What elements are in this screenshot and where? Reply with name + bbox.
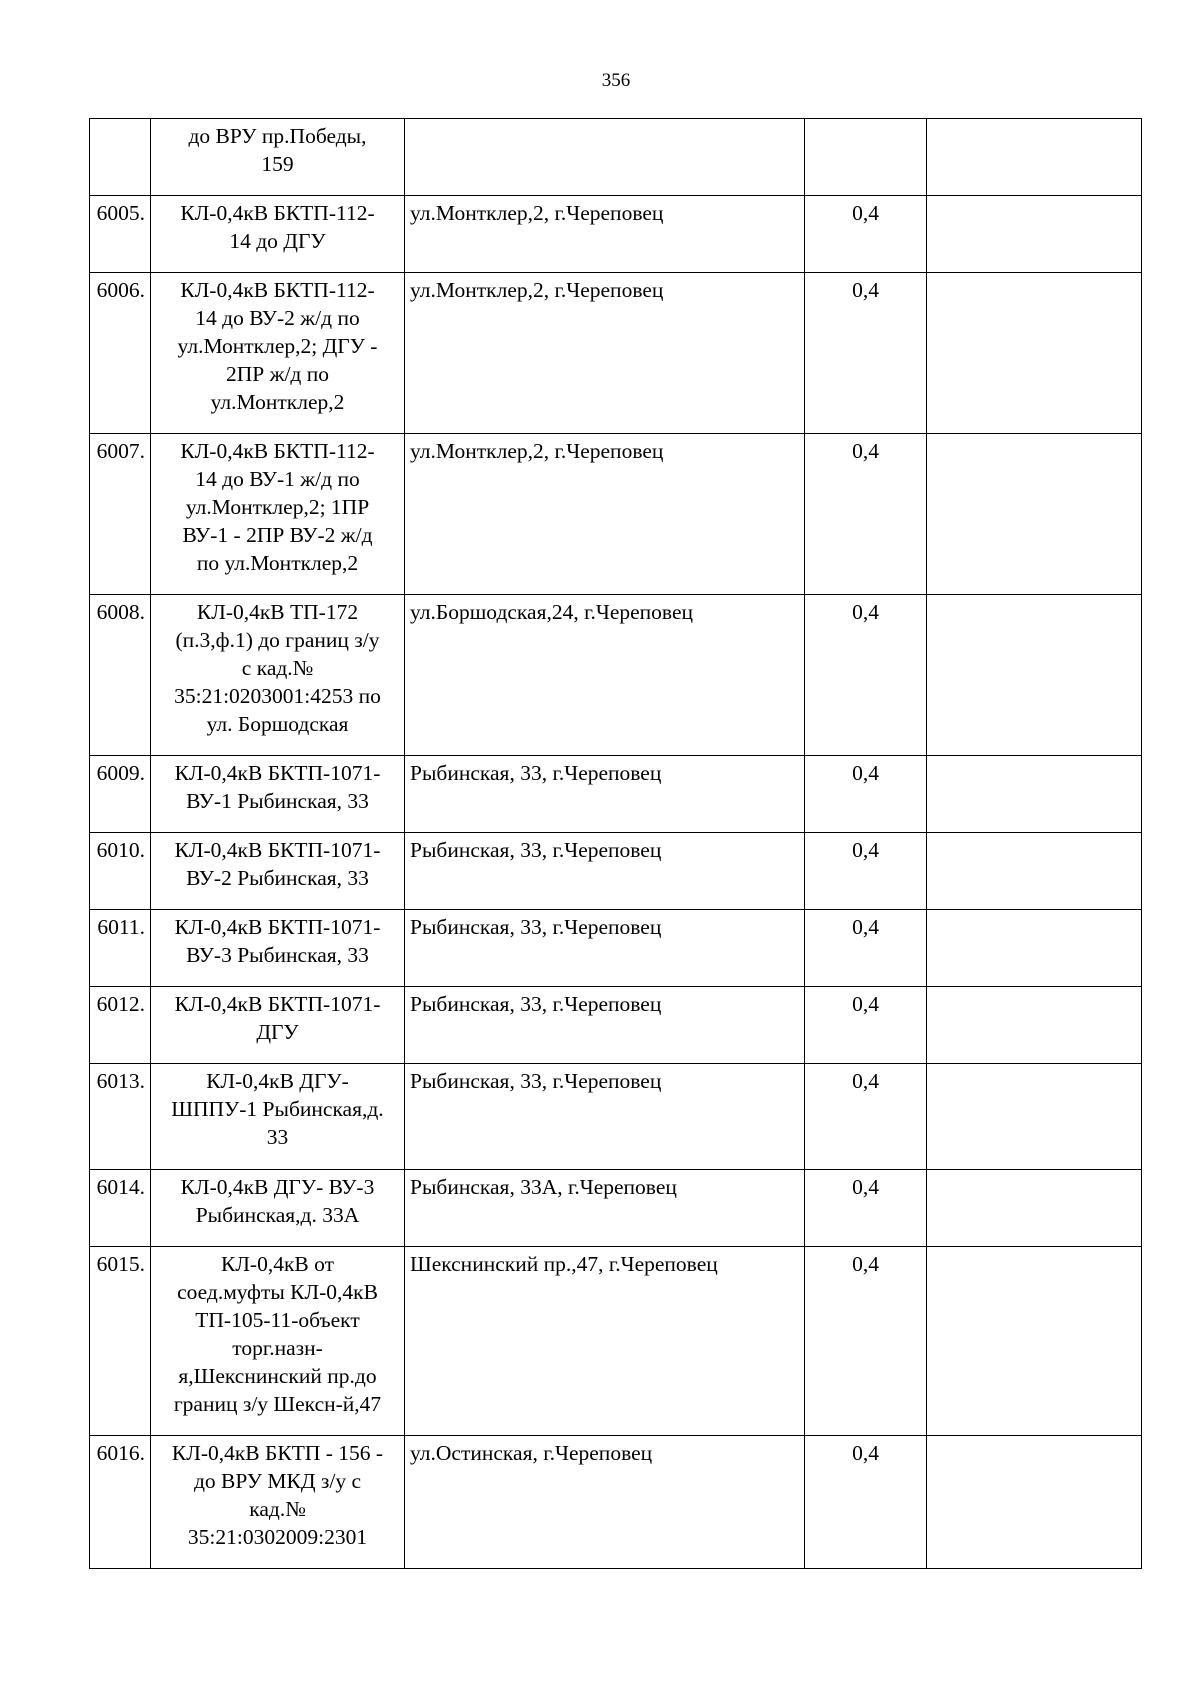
table-row <box>90 756 1142 833</box>
line-name-text: КЛ-0,4кВ от <box>221 1252 334 1276</box>
table-row <box>90 987 1142 1064</box>
line-name-cell <box>151 1170 405 1247</box>
line-name-text: ДГУ <box>256 1020 299 1044</box>
line-name-cell <box>151 833 405 910</box>
extra-cell <box>927 1436 1142 1569</box>
line-name-cell <box>151 119 405 196</box>
line-name-text: КЛ-0,4кВ БКТП-1071- <box>174 838 381 862</box>
extra-cell <box>927 1170 1142 1247</box>
line-name-cell <box>151 196 405 273</box>
registry-table-body <box>90 119 1142 1569</box>
voltage-cell: 0,4 <box>805 833 927 910</box>
address-cell: ул.Монтклер,2, г.Череповец <box>405 196 805 273</box>
extra-cell <box>927 434 1142 595</box>
line-name-text: КЛ-0,4кВ БКТП - 156 - <box>171 1441 384 1465</box>
line-name-text: 14 до ВУ-2 ж/д по <box>195 306 360 330</box>
line-name-text: 2ПР ж/д по <box>225 362 329 386</box>
address-cell: ул.Боршодская,24, г.Череповец <box>405 595 805 756</box>
line-name-text: КЛ-0,4кВ ДГУ- ВУ-3 <box>180 1175 375 1199</box>
registry-table <box>89 118 1142 1569</box>
table-row <box>90 1170 1142 1247</box>
line-name-text: 14 до ДГУ <box>229 229 326 253</box>
address-cell: Рыбинская, 33, г.Череповец <box>405 833 805 910</box>
line-name-text: до ВРУ МКД з/у с <box>193 1469 362 1493</box>
line-name-cell <box>151 756 405 833</box>
row-number-cell: 6005. <box>90 196 151 273</box>
row-number-cell <box>90 119 151 196</box>
table-row <box>90 833 1142 910</box>
address-cell: Рыбинская, 33, г.Череповец <box>405 987 805 1064</box>
line-name-text: я,Шекснинский пр.до <box>178 1364 377 1388</box>
row-number-cell: 6006. <box>90 273 151 434</box>
extra-cell <box>927 273 1142 434</box>
table-row <box>90 196 1142 273</box>
line-name-text: (п.3,ф.1) до границ з/у <box>175 628 380 652</box>
row-number-cell: 6008. <box>90 595 151 756</box>
line-name-text: 159 <box>261 152 294 176</box>
line-name-text: 35:21:0203001:4253 по <box>174 684 381 708</box>
voltage-cell: 0,4 <box>805 196 927 273</box>
line-name-text: Рыбинская,д. 33А <box>195 1203 360 1227</box>
extra-cell <box>927 595 1142 756</box>
table-row <box>90 910 1142 987</box>
line-name-text: границ з/у Шексн-й,47 <box>173 1392 382 1416</box>
line-name-text: ВУ-3 Рыбинская, 33 <box>186 943 369 967</box>
line-name-cell <box>151 987 405 1064</box>
line-name-text: по ул.Монтклер,2 <box>196 551 359 575</box>
table-row <box>90 273 1142 434</box>
row-number-cell: 6007. <box>90 434 151 595</box>
extra-cell <box>927 756 1142 833</box>
line-name-text: ВУ-2 Рыбинская, 33 <box>186 866 369 890</box>
voltage-cell: 0,4 <box>805 987 927 1064</box>
address-cell: ул.Монтклер,2, г.Череповец <box>405 434 805 595</box>
address-cell: Рыбинская, 33, г.Череповец <box>405 910 805 987</box>
line-name-text: КЛ-0,4кВ БКТП-112- <box>180 278 375 302</box>
line-name-text: ул.Монтклер,2 <box>210 390 345 414</box>
line-name-text: соед.муфты КЛ-0,4кВ <box>177 1280 378 1304</box>
line-name-cell <box>151 1436 405 1569</box>
line-name-text: ул.Монтклер,2; 1ПР <box>185 495 370 519</box>
line-name-cell <box>151 434 405 595</box>
line-name-text: 33 <box>266 1125 289 1149</box>
voltage-cell <box>805 119 927 196</box>
address-cell: Рыбинская, 33, г.Череповец <box>405 1064 805 1170</box>
table-row <box>90 1247 1142 1436</box>
extra-cell <box>927 910 1142 987</box>
line-name-text: торг.назн- <box>232 1336 323 1360</box>
line-name-text: ВУ-1 Рыбинская, 33 <box>186 789 369 813</box>
line-name-text: КЛ-0,4кВ ДГУ- <box>206 1069 349 1093</box>
table-row <box>90 1436 1142 1569</box>
extra-cell <box>927 119 1142 196</box>
address-cell: Рыбинская, 33А, г.Череповец <box>405 1170 805 1247</box>
line-name-cell <box>151 1064 405 1170</box>
extra-cell <box>927 1064 1142 1170</box>
line-name-text: 14 до ВУ-1 ж/д по <box>195 467 360 491</box>
line-name-cell <box>151 273 405 434</box>
row-number-cell: 6014. <box>90 1170 151 1247</box>
voltage-cell: 0,4 <box>805 910 927 987</box>
row-number-cell: 6015. <box>90 1247 151 1436</box>
table-row <box>90 119 1142 196</box>
line-name-cell <box>151 910 405 987</box>
extra-cell <box>927 833 1142 910</box>
line-name-text: ШППУ-1 Рыбинская,д. <box>171 1097 384 1121</box>
row-number-cell: 6009. <box>90 756 151 833</box>
row-number-cell: 6012. <box>90 987 151 1064</box>
line-name-text: КЛ-0,4кВ ТП-172 <box>196 600 359 624</box>
address-cell: Рыбинская, 33, г.Череповец <box>405 756 805 833</box>
line-name-text: ул. Боршодская <box>206 712 349 736</box>
voltage-cell: 0,4 <box>805 1436 927 1569</box>
line-name-text: 35:21:0302009:2301 <box>187 1525 368 1549</box>
line-name-text: КЛ-0,4кВ БКТП-1071- <box>174 992 381 1016</box>
line-name-text: КЛ-0,4кВ БКТП-112- <box>180 439 375 463</box>
table-row <box>90 434 1142 595</box>
voltage-cell: 0,4 <box>805 434 927 595</box>
extra-cell <box>927 196 1142 273</box>
line-name-text: ТП-105-11-объект <box>195 1308 360 1332</box>
row-number-cell: 6013. <box>90 1064 151 1170</box>
line-name-text: кад.№ <box>249 1497 306 1521</box>
line-name-text: КЛ-0,4кВ БКТП-1071- <box>174 915 381 939</box>
row-number-cell: 6016. <box>90 1436 151 1569</box>
address-cell <box>405 119 805 196</box>
line-name-text: до ВРУ пр.Победы, <box>188 124 367 148</box>
table-row <box>90 595 1142 756</box>
voltage-cell: 0,4 <box>805 1247 927 1436</box>
page-number: 356 <box>601 70 631 91</box>
voltage-cell: 0,4 <box>805 1170 927 1247</box>
extra-cell <box>927 987 1142 1064</box>
row-number-cell: 6011. <box>90 910 151 987</box>
voltage-cell: 0,4 <box>805 273 927 434</box>
table-row <box>90 1064 1142 1170</box>
voltage-cell: 0,4 <box>805 1064 927 1170</box>
address-cell: ул.Остинская, г.Череповец <box>405 1436 805 1569</box>
address-cell: Шекснинский пр.,47, г.Череповец <box>405 1247 805 1436</box>
extra-cell <box>927 1247 1142 1436</box>
line-name-cell <box>151 595 405 756</box>
voltage-cell: 0,4 <box>805 756 927 833</box>
line-name-text: ул.Монтклер,2; ДГУ - <box>177 334 378 358</box>
line-name-text: с кад.№ <box>241 656 314 680</box>
row-number-cell: 6010. <box>90 833 151 910</box>
voltage-cell: 0,4 <box>805 595 927 756</box>
line-name-text: КЛ-0,4кВ БКТП-1071- <box>174 761 381 785</box>
line-name-cell <box>151 1247 405 1436</box>
address-cell: ул.Монтклер,2, г.Череповец <box>405 273 805 434</box>
line-name-text: КЛ-0,4кВ БКТП-112- <box>180 201 375 225</box>
line-name-text: ВУ-1 - 2ПР ВУ-2 ж/д <box>182 523 373 547</box>
